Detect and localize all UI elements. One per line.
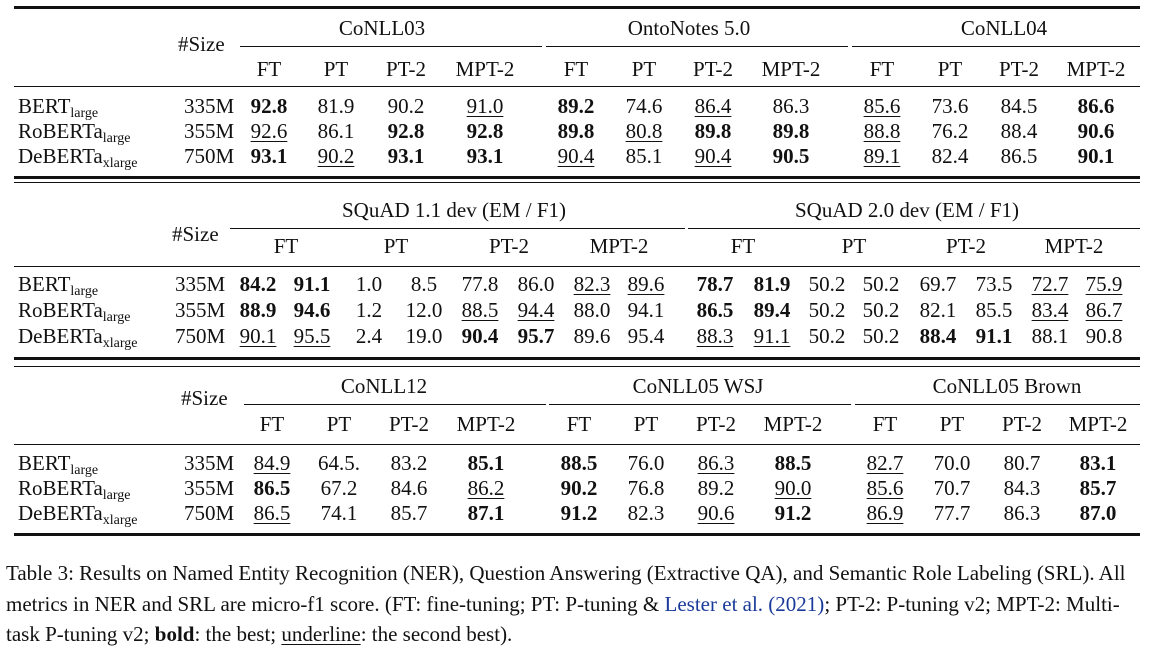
group-header: OntoNotes 5.0 [627,16,751,40]
score-cell: 90.2 [317,144,355,168]
score-cell: 95.4 [627,324,665,348]
score-cell: 90.1 [239,324,277,348]
score-cell: 88.5 [774,451,812,475]
subheader-ft: FT [563,57,589,81]
subheader-pt: PT [937,57,963,81]
score-cell: 69.7 [919,272,957,296]
score-cell: 84.6 [390,476,428,500]
score-cell: 89.4 [753,298,791,322]
score-cell: 88.1 [1031,324,1069,348]
score-cell: 74.6 [625,94,663,118]
score-cell: 85.7 [390,501,428,525]
caption-bold-term: bold [154,622,195,646]
score-cell: 91.2 [560,501,598,525]
model-size: 355M [184,119,235,143]
score-cell: 93.1 [466,144,504,168]
subheader-pt2: PT-2 [998,57,1040,81]
score-cell: 84.3 [1003,476,1041,500]
score-cell: 83.4 [1031,298,1069,322]
score-cell: 90.6 [1077,119,1115,143]
score-cell: 75.9 [1085,272,1123,296]
score-cell: 86.6 [1077,94,1115,118]
score-cell: 86.3 [772,94,810,118]
score-cell: 86.7 [1085,298,1123,322]
group-header: CoNLL05 WSJ [632,374,764,398]
score-cell: 81.9 [317,94,355,118]
model-size: 335M [175,272,226,296]
model-name: $BERT_{large}$ [18,94,99,121]
score-cell: 92.8 [250,94,288,118]
score-cell: 1.0 [355,272,383,296]
score-cell: 86.0 [517,272,555,296]
score-cell: 82.4 [931,144,969,168]
group-header: CoNLL12 [340,374,428,398]
score-cell: 88.3 [696,324,734,348]
score-cell: 70.0 [933,451,971,475]
score-cell: 88.4 [1000,119,1038,143]
model-name: RoBERTa$_{large}$ [18,298,131,325]
srl-table [14,362,1140,542]
score-cell: 81.9 [753,272,791,296]
subheader-pt: PT [383,234,409,258]
score-cell: 95.5 [293,324,331,348]
score-cell: 1.2 [355,298,383,322]
model-size: 750M [175,324,226,348]
score-cell: 86.9 [866,501,904,525]
score-cell: 2.4 [355,324,383,348]
score-cell: 90.2 [560,476,598,500]
score-cell: 76.0 [627,451,665,475]
score-cell: 73.5 [975,272,1013,296]
score-cell: 67.2 [320,476,358,500]
score-cell: 89.8 [772,119,810,143]
model-name: $BERT_{large}$ [18,272,99,299]
score-cell: 91.1 [753,324,791,348]
score-cell: 82.7 [866,451,904,475]
score-cell: 88.8 [863,119,901,143]
score-cell: 84.5 [1000,94,1038,118]
score-cell: 92.8 [387,119,425,143]
score-cell: 78.7 [696,272,734,296]
score-cell: 85.1 [467,451,505,475]
score-cell: 88.5 [461,298,499,322]
score-cell: 92.8 [466,119,504,143]
score-cell: 86.1 [317,119,355,143]
score-cell: 19.0 [405,324,443,348]
caption-underline-term: underline [281,622,361,646]
score-cell: 87.1 [467,501,505,525]
subheader-pt2: PT-2 [388,412,430,436]
score-cell: 73.6 [931,94,969,118]
caption-text: Results on Named Entity Recognition (NER), Question Answering (Extractive QA), and Semantic Role Labeling (SRL). All metrics in NER and SRL are micro-f1 score. (FT: fine-tuning; PT: P-tuning & [6,561,1126,616]
subheader-ft: FT [256,57,282,81]
caption-text: ; PT-2: P-tuning v2; MPT-2: Multi-task P-tuning v2; [6,591,1120,646]
score-cell: 89.2 [557,94,595,118]
score-cell: 50.2 [808,272,846,296]
score-cell: 91.2 [774,501,812,525]
group-header: CoNLL04 [960,16,1048,40]
score-cell: 8.5 [410,272,438,296]
subheader-pt2: PT-2 [695,412,737,436]
score-cell: 90.5 [772,144,810,168]
score-cell: 88.9 [239,298,277,322]
model-name: DeBERTa$_{xlarge}$ [18,501,138,528]
score-cell: 90.6 [697,501,735,525]
subheader-pt: PT [323,57,349,81]
subheader-pt2: PT-2 [1001,412,1043,436]
subheader-mpt2: MPT-2 [1068,412,1128,436]
score-cell: 89.6 [573,324,611,348]
score-cell: 89.1 [863,144,901,168]
score-cell: 85.6 [863,94,901,118]
score-cell: 86.5 [696,298,734,322]
score-cell: 86.4 [694,94,732,118]
score-cell: 76.8 [627,476,665,500]
score-cell: 88.4 [919,324,957,348]
score-cell: 91.0 [466,94,504,118]
score-cell: 89.8 [557,119,595,143]
score-cell: 76.2 [931,119,969,143]
score-cell: 86.3 [697,451,735,475]
subheader-pt2: PT-2 [488,234,530,258]
subheader-mpt2: MPT-2 [1066,57,1126,81]
model-name: RoBERTa$_{large}$ [18,119,131,146]
score-cell: 86.3 [1003,501,1041,525]
subheader-pt2: PT-2 [385,57,427,81]
model-size: 355M [184,476,235,500]
ner-table [14,6,1140,182]
score-cell: 92.6 [250,119,288,143]
table-caption [6,558,1150,650]
model-name: DeBERTa$_{xlarge}$ [18,144,138,171]
group-header: CoNLL03 [338,16,426,40]
subheader-ft: FT [869,57,895,81]
model-size: 335M [184,451,235,475]
score-cell: 82.1 [919,298,957,322]
size-header: #Size [172,222,219,246]
score-cell: 90.4 [461,324,499,348]
score-cell: 85.1 [625,144,663,168]
score-cell: 70.7 [933,476,971,500]
size-header: #Size [178,32,225,56]
subheader-ft: FT [273,234,299,258]
score-cell: 93.1 [250,144,288,168]
model-name: RoBERTa$_{large}$ [18,476,131,503]
subheader-mpt2: MPT-2 [761,57,821,81]
model-size: 750M [184,144,235,168]
model-size: 335M [184,94,235,118]
score-cell: 50.2 [808,298,846,322]
score-cell: 50.2 [862,324,900,348]
score-cell: 80.8 [625,119,663,143]
model-name: $BERT_{large}$ [18,451,99,478]
group-header: SQuAD 1.1 dev (EM / F1) [342,198,566,222]
caption-text: : the second best). [360,622,513,646]
subheader-pt: PT [633,412,659,436]
subheader-pt2: PT-2 [945,234,987,258]
score-cell: 50.2 [862,272,900,296]
score-cell: 77.8 [461,272,499,296]
size-header: #Size [181,386,228,410]
score-cell: 90.4 [694,144,732,168]
subheader-pt: PT [939,412,965,436]
score-cell: 88.0 [573,298,611,322]
score-cell: 94.4 [517,298,555,322]
score-cell: 72.7 [1031,272,1069,296]
score-cell: 90.0 [774,476,812,500]
subheader-mpt2: MPT-2 [763,412,823,436]
score-cell: 84.2 [239,272,277,296]
score-cell: 91.1 [975,324,1013,348]
model-size: 355M [175,298,226,322]
score-cell: 93.1 [387,144,425,168]
subheader-ft: FT [259,412,285,436]
subheader-mpt2: MPT-2 [455,57,515,81]
subheader-pt2: PT-2 [692,57,734,81]
subheader-mpt2: MPT-2 [456,412,516,436]
score-cell: 64.5. [318,451,360,475]
subheader-pt: PT [631,57,657,81]
score-cell: 89.8 [694,119,732,143]
score-cell: 89.2 [697,476,735,500]
score-cell: 83.2 [390,451,428,475]
subheader-mpt2: MPT-2 [1044,234,1104,258]
citation-link[interactable]: Lester et al. (2021) [664,591,825,616]
score-cell: 86.5 [1000,144,1038,168]
score-cell: 82.3 [573,272,611,296]
subheader-ft: FT [730,234,756,258]
model-size: 750M [184,501,235,525]
score-cell: 94.1 [627,298,665,322]
score-cell: 94.6 [293,298,331,322]
caption-label: Table 3: [6,561,74,585]
score-cell: 90.4 [557,144,595,168]
model-name: DeBERTa$_{xlarge}$ [18,324,138,351]
group-header: CoNLL05 Brown [932,374,1082,398]
group-header: SQuAD 2.0 dev (EM / F1) [795,198,1019,222]
score-cell: 95.7 [517,324,555,348]
subheader-ft: FT [566,412,592,436]
score-cell: 88.5 [560,451,598,475]
subheader-pt: PT [841,234,867,258]
qa-table [14,182,1140,362]
subheader-ft: FT [872,412,898,436]
score-cell: 90.2 [387,94,425,118]
score-cell: 84.9 [253,451,291,475]
score-cell: 85.6 [866,476,904,500]
score-cell: 50.2 [862,298,900,322]
score-cell: 74.1 [320,501,358,525]
subheader-mpt2: MPT-2 [589,234,649,258]
score-cell: 86.5 [253,501,291,525]
score-cell: 85.7 [1079,476,1117,500]
score-cell: 83.1 [1079,451,1117,475]
score-cell: 86.5 [253,476,291,500]
score-cell: 91.1 [293,272,331,296]
caption-text: : the best; [194,622,277,646]
score-cell: 12.0 [405,298,443,322]
score-cell: 89.6 [627,272,665,296]
score-cell: 82.3 [627,501,665,525]
subheader-pt: PT [326,412,352,436]
score-cell: 86.2 [467,476,505,500]
score-cell: 90.8 [1085,324,1123,348]
score-cell: 87.0 [1079,501,1117,525]
score-cell: 90.1 [1077,144,1115,168]
score-cell: 50.2 [808,324,846,348]
score-cell: 85.5 [975,298,1013,322]
score-cell: 80.7 [1003,451,1041,475]
score-cell: 77.7 [933,501,971,525]
